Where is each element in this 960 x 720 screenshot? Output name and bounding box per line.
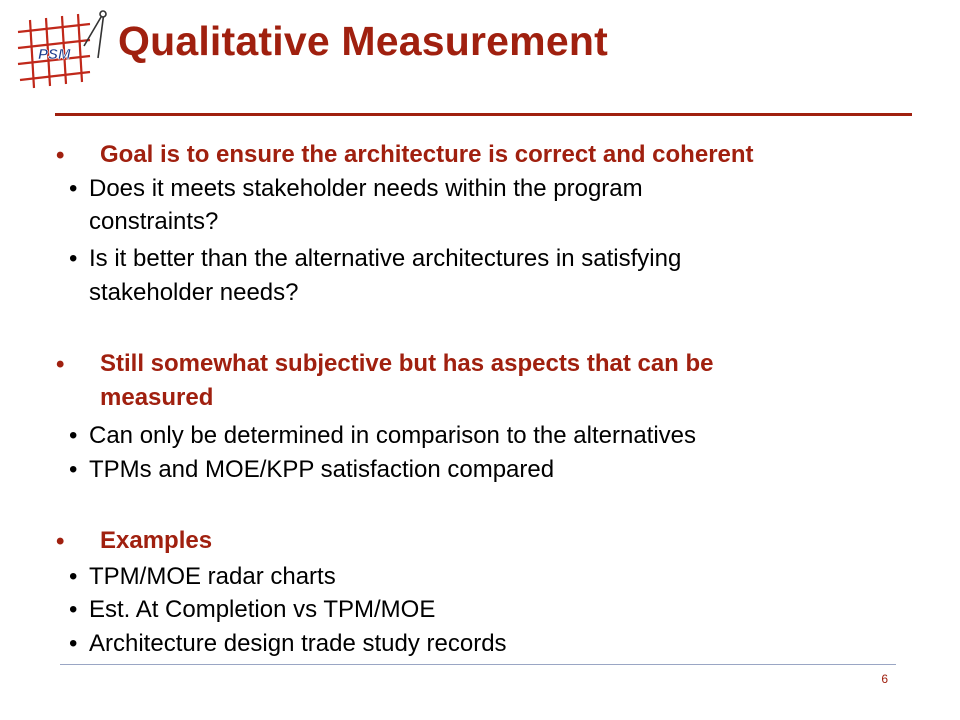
- list-item-continuation: constraints?: [89, 208, 219, 235]
- section-bullet: •: [56, 351, 65, 378]
- list-item: Can only be determined in comparison to the alternatives: [89, 422, 697, 449]
- psm-logo: [12, 10, 108, 90]
- section-heading: Examples: [100, 527, 213, 554]
- footer-divider: [60, 664, 896, 665]
- logo-text: PSM: [38, 46, 71, 63]
- list-item: Architecture design trade study records: [89, 630, 507, 657]
- page-number: 6: [881, 672, 888, 686]
- list-item: Does it meets stakeholder needs within the program: [89, 175, 643, 202]
- item-bullet: •: [69, 596, 78, 623]
- item-bullet: •: [69, 175, 78, 202]
- section-bullet: •: [56, 528, 65, 555]
- item-bullet: •: [69, 456, 78, 483]
- title-underline: [55, 113, 912, 116]
- item-bullet: •: [69, 422, 78, 449]
- item-bullet: •: [69, 630, 78, 657]
- item-bullet: •: [69, 245, 78, 272]
- list-item: TPMs and MOE/KPP satisfaction compared: [89, 456, 555, 483]
- item-bullet: •: [69, 563, 78, 590]
- section-heading-continuation: measured: [100, 384, 214, 411]
- list-item: Est. At Completion vs TPM/MOE: [89, 596, 436, 623]
- list-item-continuation: stakeholder needs?: [89, 279, 299, 306]
- section-bullet: •: [56, 142, 65, 169]
- slide-title: Qualitative Measurement: [118, 18, 608, 64]
- section-heading: Still somewhat subjective but has aspects that can be: [100, 350, 714, 377]
- list-item: Is it better than the alternative architectures in satisfying: [89, 245, 682, 272]
- list-item: TPM/MOE radar charts: [89, 563, 336, 590]
- section-heading: Goal is to ensure the architecture is correct and coherent: [100, 141, 754, 168]
